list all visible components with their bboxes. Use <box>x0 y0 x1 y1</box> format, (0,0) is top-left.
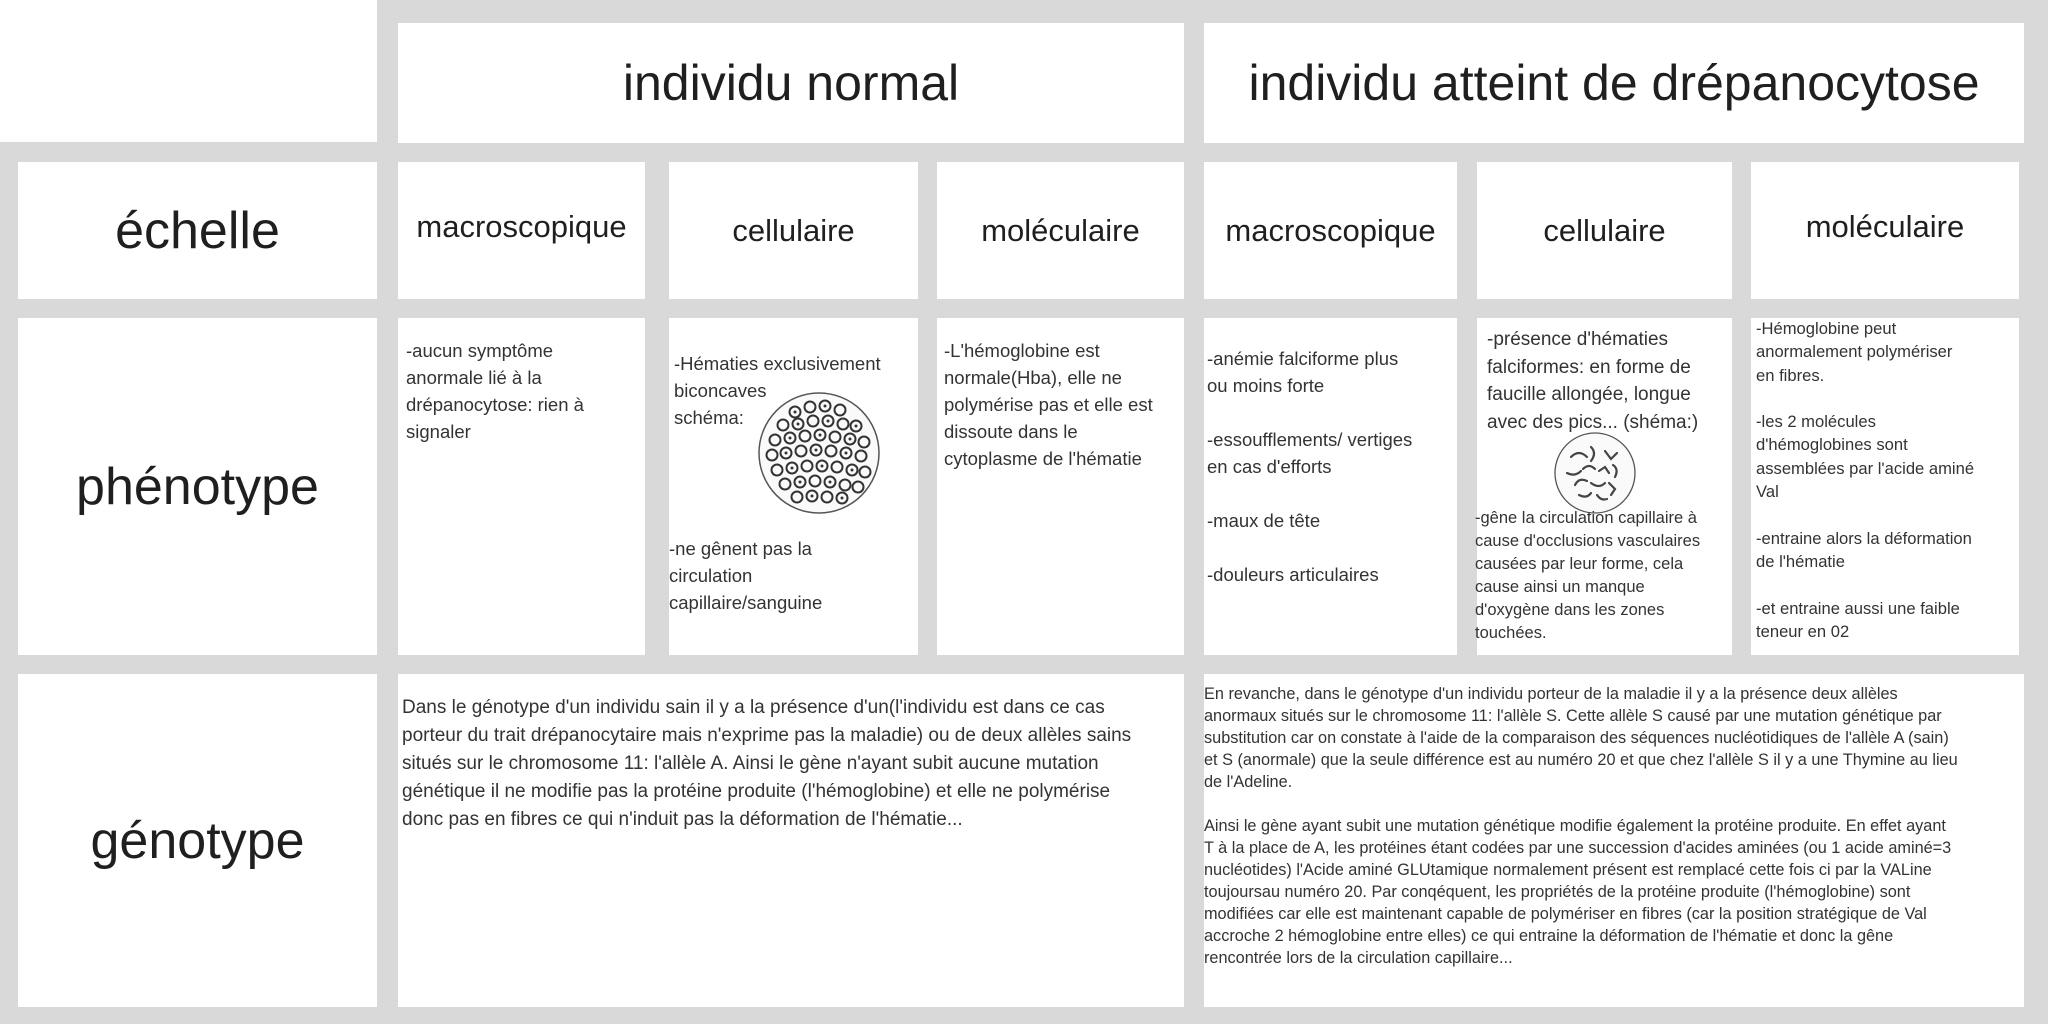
header-individu-normal: individu normal <box>398 23 1184 143</box>
phenotype-normal-cell-text-top: -Hématies exclusivement biconcaves schéma: <box>674 353 881 428</box>
row-label-phenotype: phénotype <box>18 318 377 655</box>
scale-atteint-moleculaire: moléculaire <box>1751 162 2019 299</box>
scale-normal-macroscopique: macroscopique <box>398 162 645 299</box>
corner-cell <box>0 0 377 142</box>
phenotype-normal-cellulaire <box>669 318 918 655</box>
phenotype-atteint-macroscopique <box>1204 318 1457 655</box>
phenotype-normal-macroscopique <box>398 318 645 655</box>
phenotype-normal-mol-text: -L'hémoglobine est normale(Hba), elle ne polymérise pas et elle est dissoute dans le cytoplasme de l'hématie <box>944 340 1153 469</box>
genotype-normal-text: Dans le génotype d'un individu sain il y a la présence d'un(l'individu est dans ce cas porteur du trait drépanocytaire mais n'exprime pas la maladie) ou de deux allèles sains situés sur le chromosome 11: l'allèle A. Ainsi le gène n'ayant subit aucune mutation génétique il ne modifie pas la protéine produite (l'hémoglobine) et elle ne polymérise donc pas en fibres ce qui n'induit pas la déformation de l'hématie... <box>402 697 1132 830</box>
scale-normal-moleculaire: moléculaire <box>937 162 1184 299</box>
phenotype-normal-macro-text: -aucun symptôme anormale lié à la drépanocytose: rien à signaler <box>406 340 584 442</box>
sickle-cells-icon <box>1553 431 1637 515</box>
genotype-atteint-text: En revanche, dans le génotype d'un individu porteur de la maladie il y a la présence deux allèles anormaux situés sur le chromosome 11: l'allèle S. Cette allèle S causé par une mutation génétique par substitution car on constate à l'aide de la comparaison des séquences nucléotidiques de l'allèle A (sain) et S (anormale) que la seule différence est au numéro 20 et que chez l'allèle S il y a une Thymine au lieu de l'Adeline. Ainsi le gène ayant subit une mutation génétique modifie également la protéine produite. En effet ayant T à la place de A, les protéines étant codées par une succession d'acides aminées (ou 1 acide aminé=3 nucléotides) l'Acide aminé GLUtamique normalement présent est remplacé cette fois ci par la VALine toujoursau numéro 20. Par conqéquent, les propriétés de la protéine produite (l'hémoglobine) sont modifiées car elle est maintenant capable de polymériser en fibres (car la position stratégique de Val accroche 2 hémoglobine entre elles) ce qui entraine la déformation de l'hématie et donc la gêne rencontrée lors de la circulation capillaire... <box>1204 685 1958 967</box>
normal-red-blood-cells-icon <box>755 388 885 518</box>
scale-normal-cellulaire: cellulaire <box>669 162 918 299</box>
phenotype-atteint-cell-text-top: -présence d'hématies falciformes: en forme de faucille allongée, longue avec des pics... (shéma:) <box>1487 329 1699 433</box>
phenotype-normal-cell-text-bottom: -ne gênent pas la circulation capillaire/sanguine <box>669 538 823 613</box>
phenotype-atteint-cellulaire <box>1477 318 1732 655</box>
phenotype-atteint-macro-text: -anémie falciforme plus ou moins forte -essoufflements/ vertiges en cas d'efforts -maux de tête -douleurs articulaires <box>1207 348 1413 585</box>
phenotype-normal-moleculaire <box>937 318 1184 655</box>
row-label-genotype: génotype <box>18 674 377 1007</box>
phenotype-atteint-moleculaire <box>1751 318 2019 655</box>
genotype-normal <box>398 674 1184 1007</box>
phenotype-atteint-mol-text: -Hémoglobine peut anormalement polymériser en fibres. -les 2 molécules d'hémoglobines sont assemblées par l'acide aminé Val -entraine alors la déformation de l'hématie -et entraine aussi une faible teneur en 02 <box>1756 319 1975 641</box>
scale-atteint-cellulaire: cellulaire <box>1477 162 1732 299</box>
scale-atteint-macroscopique: macroscopique <box>1204 162 1457 299</box>
phenotype-atteint-cell-text-bottom: -gêne la circulation capillaire à cause d'occlusions vasculaires causées par leur forme, cela cause ainsi un manque d'oxygène dans les zones touchées. <box>1475 509 1701 642</box>
row-label-echelle: échelle <box>18 162 377 299</box>
header-individu-atteint: individu atteint de drépanocytose <box>1204 23 2024 143</box>
genotype-atteint <box>1204 674 2024 1007</box>
